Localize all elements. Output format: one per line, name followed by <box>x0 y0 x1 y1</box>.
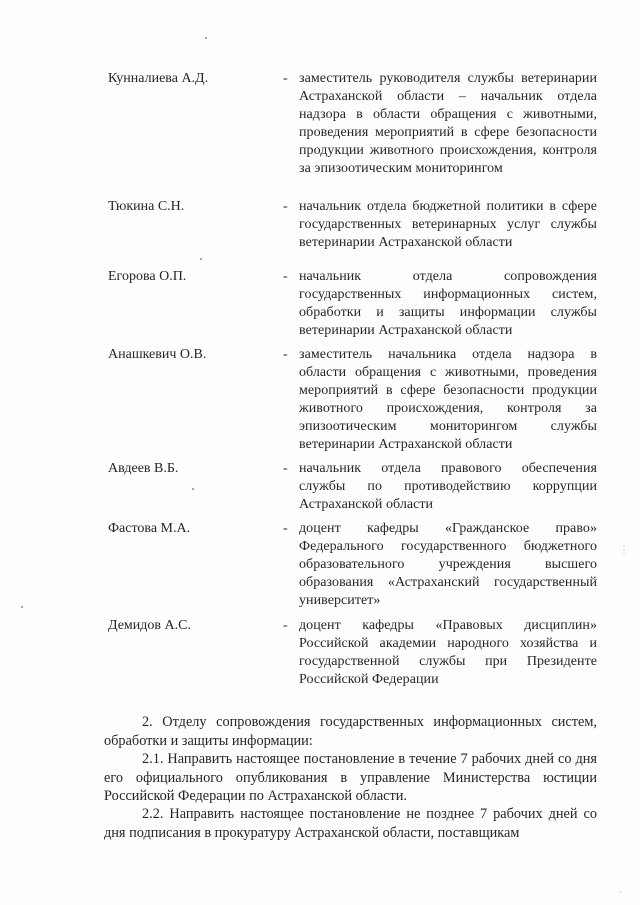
member-name: Кунналиева А.Д. <box>108 71 209 86</box>
paragraph-text: 2. Отделу сопровождения государственных информационных систем, обработки и защиты информации: <box>104 714 597 749</box>
member-position: заместитель начальника отдела надзора в области обращения с животными, проведения мероприятий в сфере безопасности продукции животного происхождения, контроля за эпизоотическим мониторингом службы ветеринарии Астраханской области <box>299 347 597 452</box>
scan-speck <box>192 488 194 490</box>
paragraph-text: 2.1. Направить настоящее постановление в течение 7 рабочих дней со дня его официального опубликования в управление Министерства юстиции Российской Федерации по Астраханской области. <box>104 751 597 804</box>
member-position: начальник отдела правового обеспечения службы по противодействию коррупции Астраханской области <box>299 461 597 512</box>
paragraph-2-1 <box>104 750 597 806</box>
member-dash: - <box>283 618 288 633</box>
member-name: Анашкевич О.В. <box>108 347 207 362</box>
scan-speck <box>21 606 23 608</box>
member-dash: - <box>283 269 288 284</box>
member-name: Демидов А.С. <box>108 618 191 633</box>
member-name: Авдеев В.Б. <box>108 461 179 476</box>
member-position: доцент кафедры «Правовых дисциплин» Российской академии народного хозяйства и государственной службы при Президенте Российской Федерации <box>299 618 597 687</box>
member-dash: - <box>283 347 288 362</box>
member-position: начальник отдела бюджетной политики в сфере государственных ветеринарных услуг службы ветеринарии Астраханской области <box>299 199 597 250</box>
member-name: Егорова О.П. <box>108 269 187 284</box>
scan-edge-mark: ⋮ <box>619 545 629 556</box>
scan-edge-mark: · <box>619 888 623 899</box>
member-dash: - <box>283 521 288 536</box>
paragraph-text: 2.2. Направить настоящее постановление не позднее 7 рабочих дней со дня подписания в прокуратуру Астраханской области, поставщикам <box>104 806 597 841</box>
member-name: Тюкина С.Н. <box>108 199 185 214</box>
member-position: начальник отдела сопровождения государственных информационных систем, обработки и защиты информации службы ветеринарии Астраханской области <box>299 269 597 338</box>
scan-speck <box>200 258 202 260</box>
paragraph-2 <box>104 713 597 750</box>
scan-speck <box>205 37 207 39</box>
member-dash: - <box>283 71 288 86</box>
member-position: доцент кафедры «Гражданское право» Федерального государственного бюджетного образовательного учреждения высшего образования «Астраханский государственный университет» <box>299 521 597 608</box>
member-dash: - <box>283 461 288 476</box>
member-dash: - <box>283 199 288 214</box>
member-name: Фастова М.А. <box>108 521 191 536</box>
member-position: заместитель руководителя службы ветеринарии Астраханской области – начальник отдела надзора в области обращения с животными, проведения мероприятий в сфере безопасности продукции животного происхождения, контроля за эпизоотическим мониторингом <box>299 71 597 176</box>
paragraph-2-2 <box>104 805 597 842</box>
